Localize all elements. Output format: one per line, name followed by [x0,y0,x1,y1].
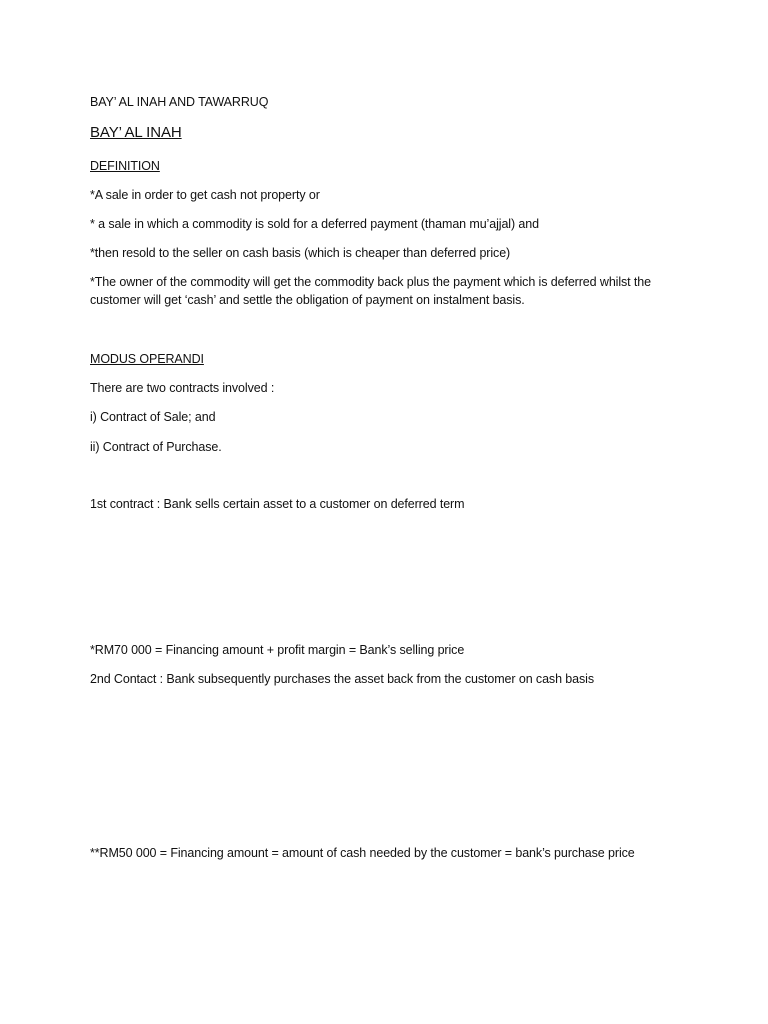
contract-item-2: ii) Contract of Purchase. [90,440,222,454]
second-contract-text: 2nd Contact : Bank subsequently purchases the asset back from the customer on cash basis [90,672,594,686]
first-contract-note: *RM70 000 = Financing amount + profit margin = Bank’s selling price [90,643,465,657]
contract-item-1: i) Contract of Sale; and [90,410,216,424]
definition-point-4: *The owner of the commodity will get the commodity back plus the payment which is deferred whilst the customer will get ‘cash’ and settle the obligation of payment on instalment basis. [90,275,651,307]
definition-heading: DEFINITION [90,159,160,173]
definition-point-3: *then resold to the seller on cash basis (which is cheaper than deferred price) [90,246,511,260]
section-heading: BAY’ AL INAH [90,124,182,141]
second-contract-note: **RM50 000 = Financing amount = amount of cash needed by the customer = bank’s purchase price [90,846,635,860]
modus-operandi-heading: MODUS OPERANDI [90,352,204,366]
first-contract-text: 1st contract : Bank sells certain asset to a customer on deferred term [90,497,465,511]
definition-point-2: * a sale in which a commodity is sold for a deferred payment (thaman mu’ajjal) and [90,217,539,231]
document-title: BAY’ AL INAH AND TAWARRUQ [90,95,269,109]
definition-point-1: *A sale in order to get cash not property or [90,188,320,202]
modus-operandi-intro: There are two contracts involved : [90,381,275,395]
